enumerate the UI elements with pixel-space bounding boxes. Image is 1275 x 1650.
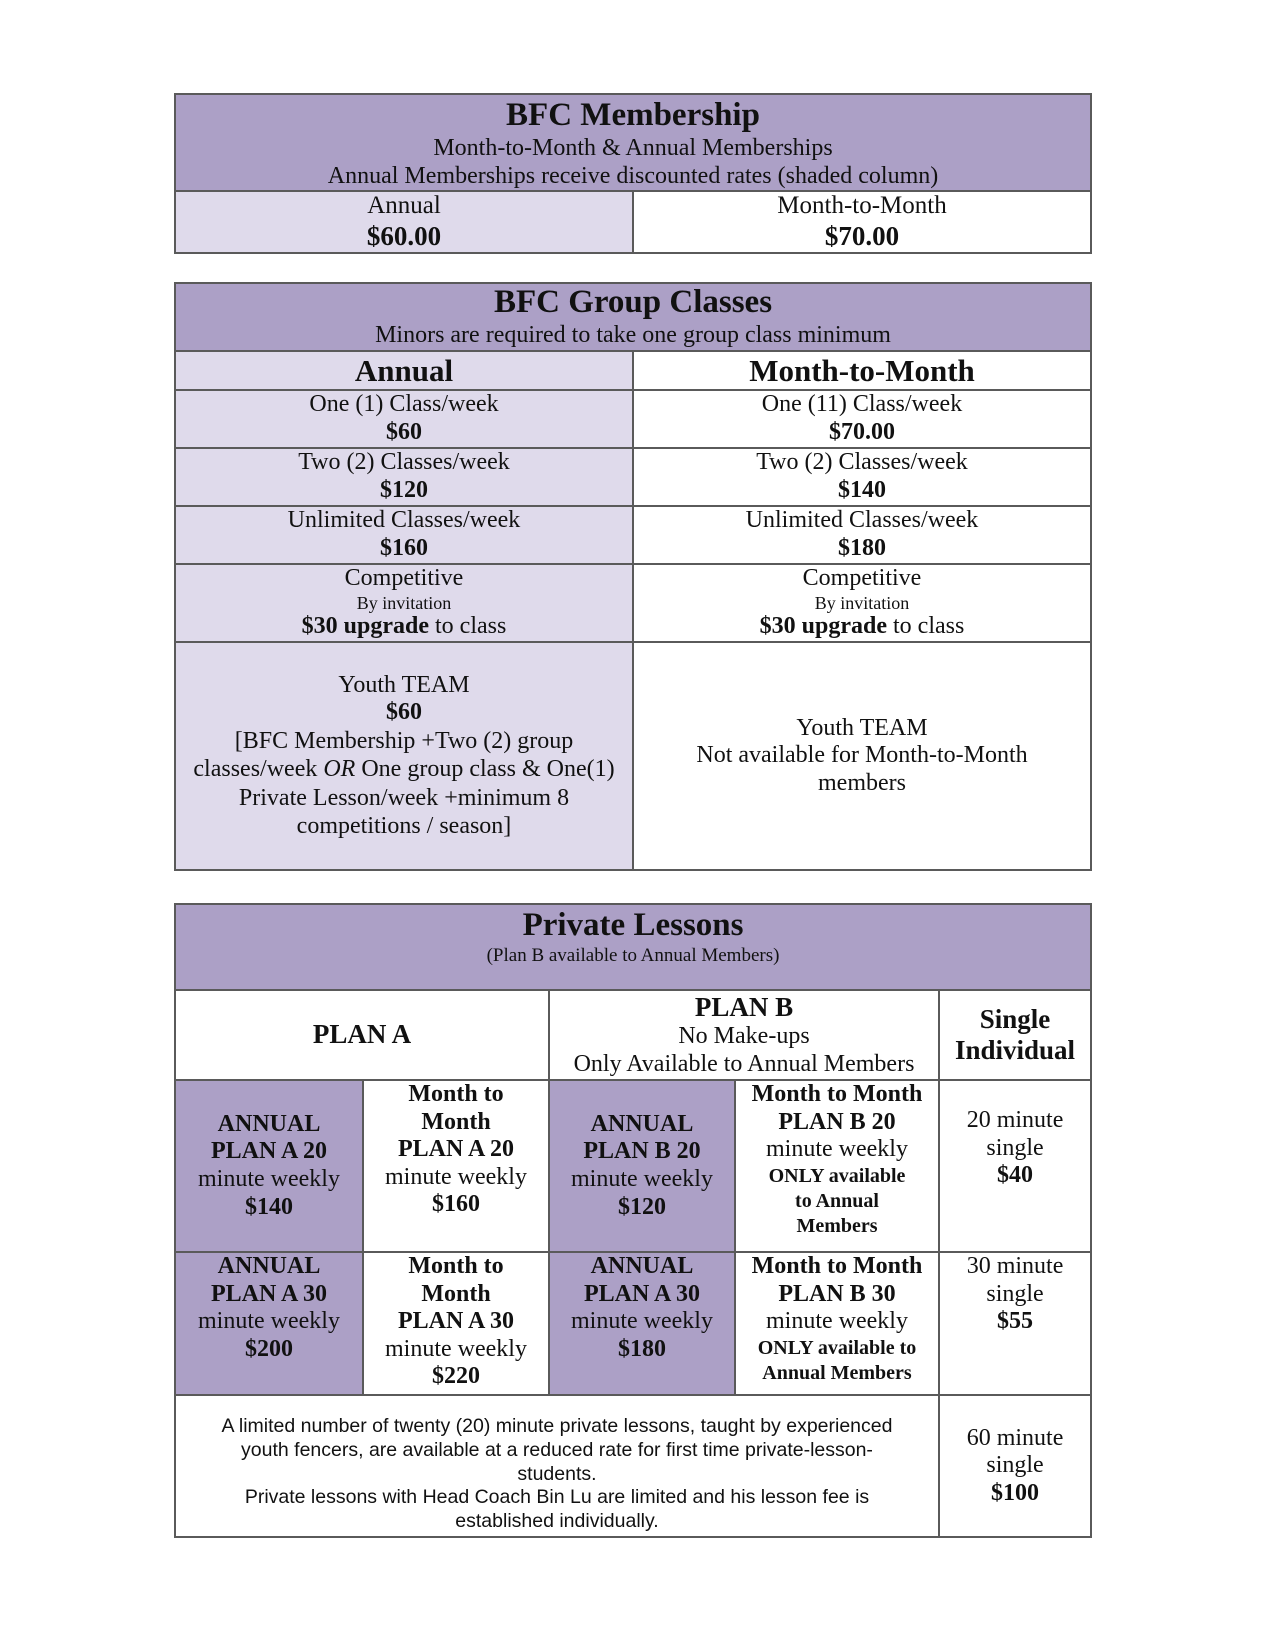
group-annual-two-price: $120 <box>380 477 428 503</box>
group-monthly-youth-team <box>633 642 1091 870</box>
cell-line: ANNUAL <box>590 1253 694 1279</box>
month-plan-b-20 <box>735 1080 939 1252</box>
group-annual-one-class <box>175 390 633 448</box>
cell-note: ONLY available to Annual Members <box>768 1164 906 1237</box>
membership-subtitle-1: Month-to-Month & Annual Memberships <box>433 134 833 161</box>
cell-line: PLAN A 30 <box>583 1280 700 1307</box>
cell-price: $120 <box>618 1193 666 1220</box>
youth-team-desc-2: One group class & One(1) Private Lesson/week +minimum 8 competitions / season] <box>238 756 615 839</box>
youth-team-monthly-desc: Not available for Month-to-Month members <box>696 742 1028 796</box>
cell-line: minute weekly <box>385 1163 527 1190</box>
cell-line: minute weekly <box>198 1308 340 1335</box>
competitive-label: Competitive <box>802 565 922 592</box>
competitive-label: Competitive <box>344 565 464 592</box>
group-annual-one-price: $60 <box>386 419 422 445</box>
group-annual-two-classes <box>175 448 633 506</box>
membership-monthly-cell <box>633 191 1091 253</box>
membership-annual-cell <box>175 191 633 253</box>
group-annual-competitive <box>175 564 633 642</box>
cell-line: PLAN B 20 <box>583 1138 701 1165</box>
group-annual-two-label: Two (2) Classes/week <box>298 449 510 476</box>
group-subtitle: Minors are required to take one group class minimum <box>375 322 891 349</box>
cell-line: Month to Month <box>408 1081 504 1135</box>
cell-price: $200 <box>245 1335 293 1362</box>
group-annual-unlimited-label: Unlimited Classes/week <box>287 507 521 534</box>
competitive-upgrade: $30 upgrade <box>301 613 430 640</box>
cell-line: Month to Month <box>408 1253 504 1307</box>
cell-line: PLAN A 30 <box>397 1308 514 1335</box>
cell-line: minute weekly <box>571 1166 713 1192</box>
group-monthly-unlimited <box>633 506 1091 564</box>
single-30-minute <box>939 1252 1091 1395</box>
competitive-suffix: to class <box>887 613 965 640</box>
cell-line: PLAN B 30 <box>778 1280 896 1307</box>
cell-price: $100 <box>991 1479 1040 1506</box>
cell-price: $55 <box>997 1308 1034 1335</box>
plan-a-header: PLAN A <box>175 990 549 1080</box>
group-monthly-two-price: $140 <box>838 477 886 503</box>
footer-note-2: Private lessons with Head Coach Bin Lu are limited and his lesson fee is established individually. <box>244 1486 870 1533</box>
annual-plan-b-30 <box>549 1252 735 1395</box>
group-monthly-unlimited-price: $180 <box>838 535 886 561</box>
cell-line: Month to Month <box>751 1081 923 1107</box>
cell-line: minute weekly <box>766 1136 908 1163</box>
annual-plan-a-20 <box>175 1080 363 1252</box>
month-plan-a-30 <box>363 1252 549 1395</box>
competitive-note: By invitation <box>356 592 452 613</box>
month-plan-b-30 <box>735 1252 939 1395</box>
cell-price: $220 <box>432 1363 480 1390</box>
cell-line: PLAN A 30 <box>210 1280 327 1307</box>
cell-price: $180 <box>618 1335 666 1362</box>
youth-team-desc-1: [BFC Membership +Two (2) group classes/week <box>193 727 574 783</box>
group-col-monthly: Month-to-Month <box>633 351 1091 390</box>
cell-line: ANNUAL <box>590 1110 694 1137</box>
competitive-upgrade-line <box>182 613 626 641</box>
cell-line: ANNUAL <box>217 1253 321 1279</box>
month-plan-a-20 <box>363 1080 549 1252</box>
group-monthly-unlimited-label: Unlimited Classes/week <box>745 507 979 534</box>
single-individual-header: Single Individual <box>939 990 1091 1080</box>
private-title: Private Lessons <box>522 907 744 943</box>
group-title: BFC Group Classes <box>493 284 773 321</box>
youth-team-description <box>184 727 624 840</box>
cell-line: minute weekly <box>385 1335 527 1362</box>
group-monthly-competitive <box>633 564 1091 642</box>
group-annual-one-label: One (1) Class/week <box>309 391 499 418</box>
group-monthly-two-label: Two (2) Classes/week <box>756 449 968 476</box>
group-header <box>175 283 1091 351</box>
competitive-note: By invitation <box>814 592 910 613</box>
footer-note-1: A limited number of twenty (20) minute private lessons, taught by experienced youth fencers, are available at a reduced rate for first time private-lesson-students. <box>221 1415 893 1485</box>
membership-subtitle-2: Annual Memberships receive discounted rates (shaded column) <box>327 162 939 189</box>
private-lessons-table <box>174 903 1092 1538</box>
annual-plan-a-30 <box>175 1252 363 1395</box>
group-annual-youth-team <box>175 642 633 870</box>
membership-table <box>174 93 1092 254</box>
group-col-annual: Annual <box>175 351 633 390</box>
group-monthly-one-class <box>633 390 1091 448</box>
cell-line: 60 minute single <box>966 1424 1064 1479</box>
membership-monthly-price: $70.00 <box>824 220 900 251</box>
cell-line: 30 minute single <box>966 1253 1064 1307</box>
group-annual-unlimited-price: $160 <box>380 535 428 561</box>
competitive-upgrade: $30 upgrade <box>759 613 888 640</box>
cell-line: 20 minute single <box>966 1107 1064 1161</box>
cell-line: minute weekly <box>198 1166 340 1192</box>
single-20-minute <box>939 1080 1091 1252</box>
cell-line: Month to Month <box>751 1253 923 1279</box>
cell-line: PLAN A 20 <box>210 1138 327 1165</box>
cell-line: PLAN B 20 <box>778 1108 896 1135</box>
membership-title: BFC Membership <box>506 97 760 133</box>
plan-b-header <box>549 990 939 1080</box>
plan-b-note-2: Only Available to Annual Members <box>573 1050 915 1077</box>
cell-note: ONLY available to Annual Members <box>757 1336 917 1384</box>
competitive-upgrade-line <box>640 613 1084 641</box>
cell-line: minute weekly <box>571 1308 713 1335</box>
group-monthly-two-classes <box>633 448 1091 506</box>
cell-price: $160 <box>432 1191 480 1218</box>
plan-b-title: PLAN B <box>694 991 794 1022</box>
cell-line: PLAN A 20 <box>397 1136 514 1163</box>
youth-team-price: $60 <box>386 699 422 726</box>
private-subtitle: (Plan B available to Annual Members) <box>486 944 780 966</box>
membership-header <box>175 94 1091 191</box>
group-monthly-one-price: $70.00 <box>829 419 895 445</box>
youth-team-desc-or: OR <box>323 756 356 783</box>
plan-b-note-1: No Make-ups <box>678 1022 810 1049</box>
group-classes-table <box>174 282 1092 871</box>
membership-annual-price: $60.00 <box>366 220 442 251</box>
membership-monthly-label: Month-to-Month <box>777 192 947 220</box>
competitive-suffix: to class <box>429 613 507 640</box>
cell-line: minute weekly <box>766 1308 908 1335</box>
group-annual-unlimited <box>175 506 633 564</box>
annual-plan-b-20 <box>549 1080 735 1252</box>
cell-price: $140 <box>245 1193 293 1220</box>
single-60-minute <box>939 1395 1091 1537</box>
private-footer-note <box>175 1395 939 1537</box>
youth-team-monthly-label: Youth TEAM <box>796 714 928 741</box>
cell-line: ANNUAL <box>217 1110 321 1137</box>
group-monthly-one-label: One (11) Class/week <box>761 391 963 418</box>
membership-annual-label: Annual <box>367 192 441 220</box>
private-header <box>175 904 1091 990</box>
cell-price: $40 <box>997 1162 1034 1189</box>
youth-team-label: Youth TEAM <box>338 671 470 698</box>
